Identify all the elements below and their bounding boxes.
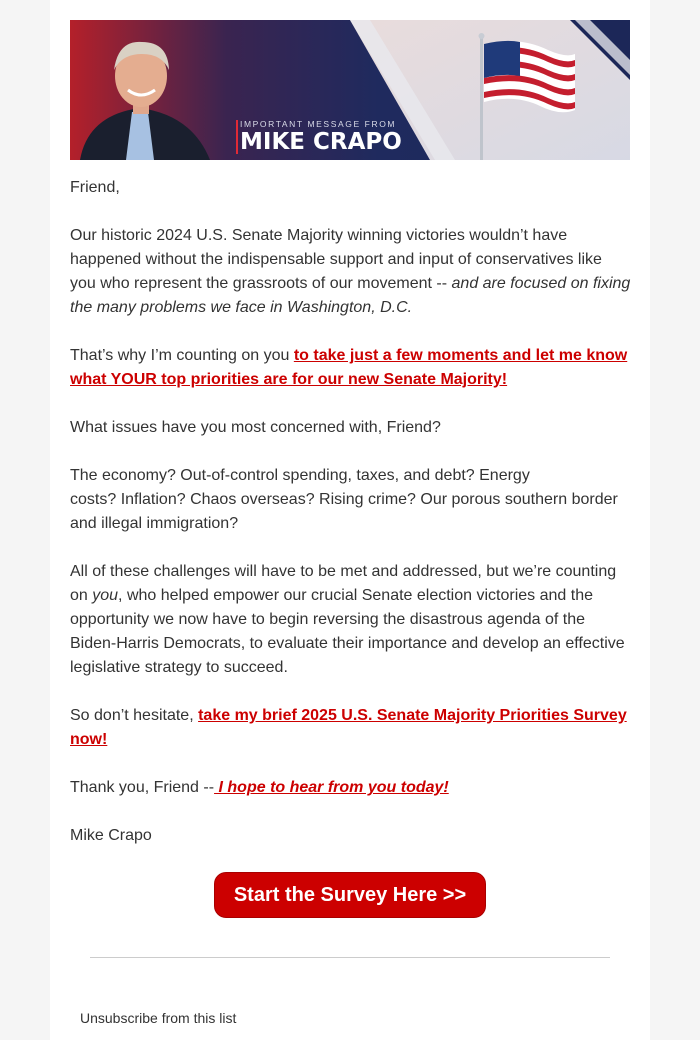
greeting: Friend, xyxy=(70,179,120,196)
paragraph-thanks xyxy=(70,776,632,800)
thanks-text: Thank you, Friend -- xyxy=(70,779,215,796)
paragraph-challenges xyxy=(70,560,632,680)
survey-text: So don’t hesitate, xyxy=(70,707,199,724)
flagpole xyxy=(480,38,483,160)
unsubscribe-link[interactable]: Unsubscribe from this list xyxy=(80,1010,237,1026)
challenges-you-italic: you xyxy=(92,587,119,604)
paragraph-question: What issues have you most concerned with, Friend? xyxy=(70,419,441,436)
challenges-text-b: , who helped empower our crucial Senate election victories and the opportunity we now have to begin reversing the disastrous agenda of the Biden-Harris Democrats, to evaluate their importance and develop an effective legislative strategy to succeed. xyxy=(70,587,625,676)
cta-wrapper xyxy=(50,872,650,918)
issues-line-1: The economy? Out-of-control spending, taxes, and debt? Energy xyxy=(70,467,530,484)
challenges-text-a: All of these challenges will have to be met and addressed, but we’re counting on xyxy=(70,563,617,604)
priorities-survey-link[interactable]: to take just a few moments and let me know what YOUR top priorities are for our new Senate Majority! xyxy=(70,347,628,388)
take-survey-link[interactable]: take my brief 2025 U.S. Senate Majority Priorities Survey now! xyxy=(70,707,627,748)
paragraph-intro xyxy=(70,224,632,320)
paragraph-survey xyxy=(70,704,632,752)
email-body xyxy=(70,176,632,872)
paragraph-ask xyxy=(70,344,632,392)
start-survey-button[interactable]: Start the Survey Here >> xyxy=(214,872,486,918)
header-banner xyxy=(70,20,630,160)
signature: Mike Crapo xyxy=(70,827,152,844)
hope-to-hear-link[interactable]: I hope to hear from you today! xyxy=(214,779,449,796)
intro-text: Our historic 2024 U.S. Senate Majority winning victories wouldn’t have happened without the indispensable support and input of conservatives like you who represent the grassroots of our movement -- xyxy=(70,227,602,292)
banner-name: MIKE CRAPO xyxy=(240,129,402,155)
issues-line-2: costs? Inflation? Chaos overseas? Rising crime? Our porous southern border and illegal immigration? xyxy=(70,491,618,532)
paragraph-issues xyxy=(70,464,632,536)
banner-eyebrow: IMPORTANT MESSAGE FROM xyxy=(240,119,397,129)
email-container xyxy=(50,0,650,1040)
ask-text: That’s why I’m counting on you xyxy=(70,347,294,364)
intro-italic-text: and are focused on fixing the many problems we face in Washington, D.C. xyxy=(70,275,631,316)
footer-divider xyxy=(90,957,610,958)
